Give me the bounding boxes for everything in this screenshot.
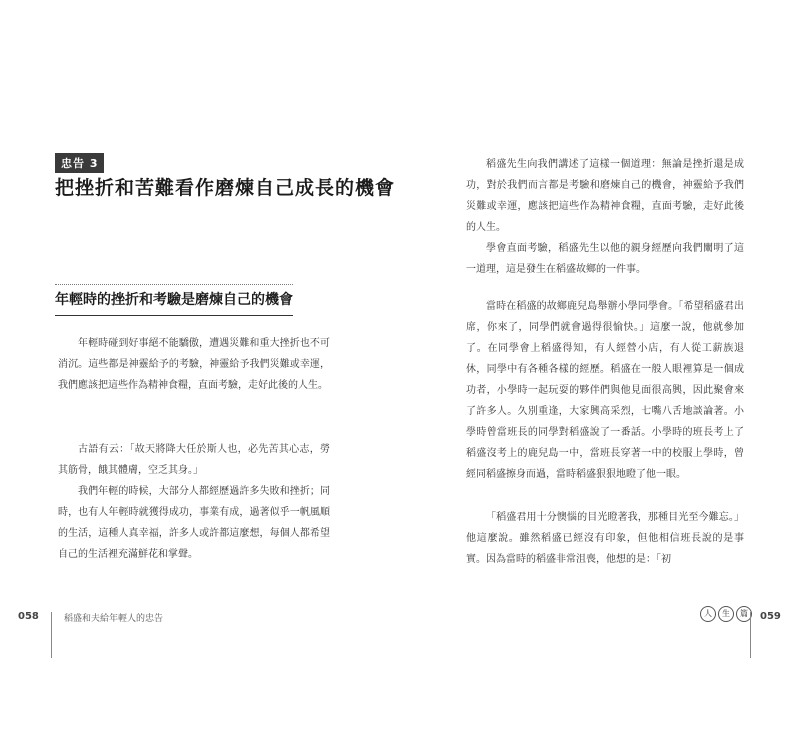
left-paragraph-2: 古語有云：「故天將降大任於斯人也，必先苦其心志，勞其筋骨，餓其體膚，空乏其身。」: [58, 444, 330, 476]
section-marks: [700, 606, 752, 622]
left-paragraph-3: 我們年輕的時候，大部分人都經歷過許多失敗和挫折；同時，也有人年輕時就獲得成功，事業有成，過著似乎一帆風順的生活，這種人真幸福，許多人或許都這麼想，每個人都希望自己的生活裡充滿鮮花和掌聲。: [58, 486, 330, 560]
right-page-number: 059: [760, 611, 781, 622]
right-paragraph-4: 「稻盛君用十分懊惱的目光瞪著我，那種目光至今難忘。」他這麼說。雖然稻盛已經沒有印象，但他相信班長說的是事實。因為當時的稻盛非常沮喪，他想的是：「初: [466, 512, 744, 565]
right-paragraph-3: 當時在稻盛的故鄉鹿兒島舉辦小學同學會。「希望稻盛君出席，你來了，同學們就會過得很愉快。」這麼一說，他就參加了。在同學會上稻盛得知，有人經營小店，有人從工薪族退休，同學中有各種各樣的經歷。稻盛在一般人眼裡算是一個成功者，小學時一起玩耍的夥伴們與他見面很高興，因此聚會來了許多人。久別重逢，大家興高采烈，七嘴八舌地談論著。小學時曾當班長的同學對稻盛說了一番話。小學時的班長考上了稻盛沒考上的鹿兒島一中，當班長穿著一中的校服上學時，曾經同稻盛擦身而過，當時稻盛狠狠地瞪了他一眼。: [466, 301, 744, 480]
right-paragraph-1: 稻盛先生向我們講述了這樣一個道理：無論是挫折還是成功，對於我們而言都是考驗和磨煉自己的機會，神靈給予我們災難或幸運，應該把這些作為精神食糧，直面考驗，走好此後的人生。: [466, 159, 744, 233]
page-title: 把挫折和苦難看作磨煉自己成長的機會: [55, 177, 396, 199]
left-footer-rule: [51, 612, 52, 658]
circle-mark: 人: [700, 606, 716, 622]
running-title: 稻盛和夫給年輕人的忠告: [64, 614, 164, 624]
circle-mark: 生: [718, 606, 734, 622]
chapter-badge: 忠告 3: [55, 153, 104, 173]
right-footer-rule: [750, 612, 751, 658]
section-heading: 年輕時的挫折和考驗是磨煉自己的機會: [55, 289, 293, 316]
left-page-number: 058: [18, 611, 39, 622]
right-paragraph-2: 學會直面考驗，稻盛先生以他的親身經歷向我們闡明了這一道理，這是發生在稻盛故鄉的一件事。: [466, 243, 744, 275]
circle-mark: 篇: [736, 606, 752, 622]
left-paragraph-1: 年輕時碰到好事絕不能驕傲，遭遇災難和重大挫折也不可消沉。這些都是神靈給予的考驗，神靈給予我們災難或幸運，我們應該把這些作為精神食糧，直面考驗，走好此後的人生。: [58, 338, 330, 391]
section-divider: [55, 284, 293, 285]
